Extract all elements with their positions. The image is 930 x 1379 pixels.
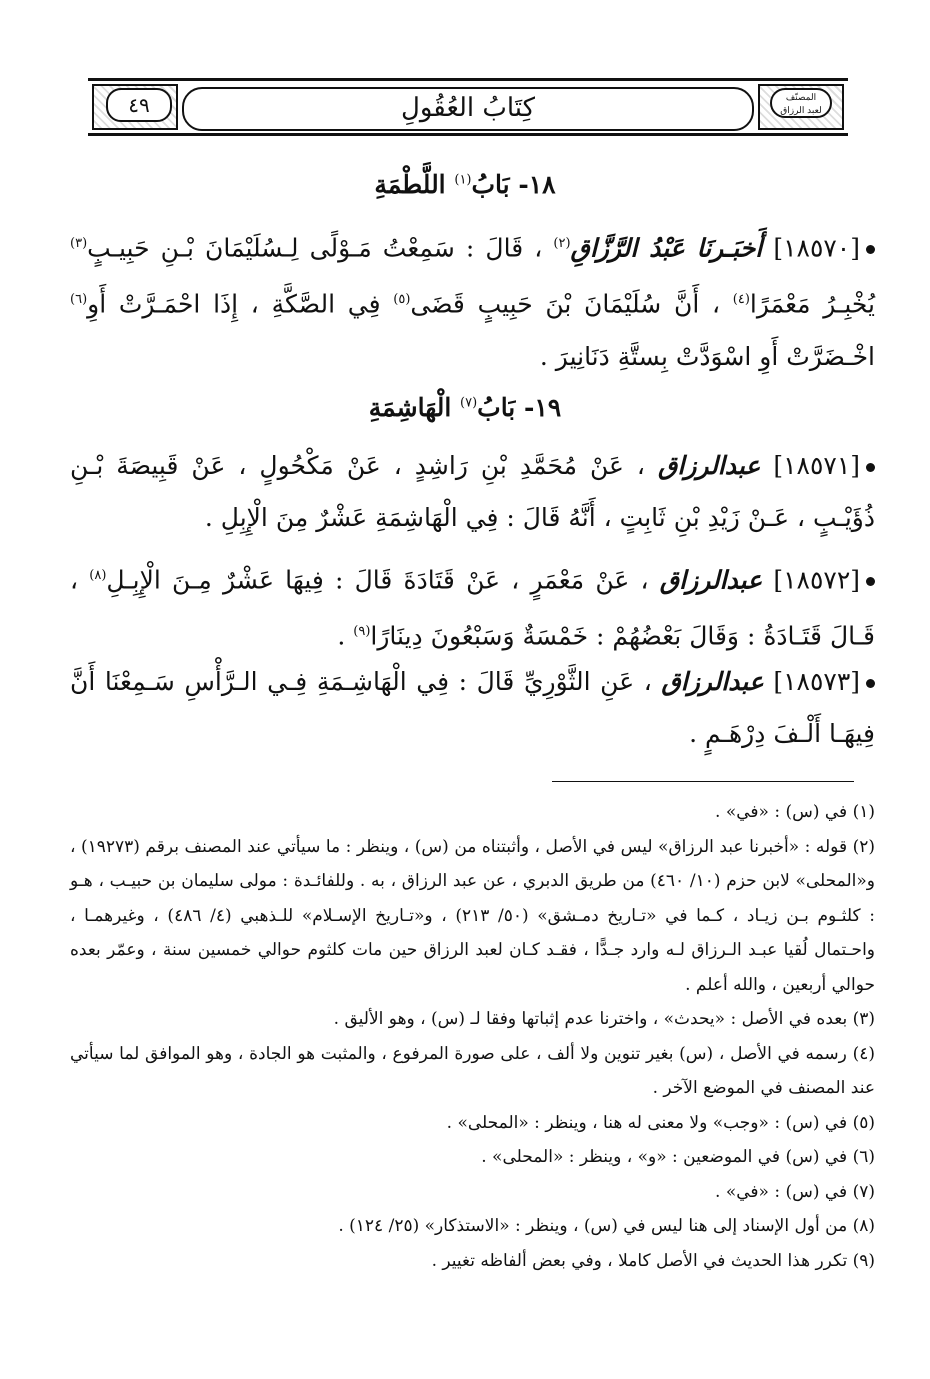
header-top-rule [88,78,848,81]
footnote-ref: (٨) [89,568,107,583]
footnote: (٢) قوله : «أخبرنا عبد الرزاق» ليس في الأصل ، وأثبتناه من (س) ، وينظر : ما سيأتي عند المصنف برقم (١٩٢٧٣) ، و«المحلى» لابن حزم (١٠/ ٤٦٠) من طريق الدبري ، عن عبد الرزاق ، به . وللفائـدة : مولى سليمان بن حبيـب ، هـو : كلثـوم بـن زيـاد ، كـما في «تـاريخ دمـشق» (٥٠/ ٢١٣) ، و«تـاريخ الإسـلام» للـذهبي (٤/ ٤٨٦) ، وغيرهمـا ، واحـتمال لُقيا عبـد الـرزاق لـه وارد جـدًّا ، فقـد كـان لعبد الرزاق حين مات كلثوم حوالي خمسين سنة ، وعمّر بعده حوالي أربعين ، والله أعلم . [70,836,875,995]
footnote-ref: (٩) [353,624,371,640]
footnote-ref: (١) [454,172,472,188]
hadith-number: [١٨٥٧٠] [773,233,860,263]
hadith-text: أَخبَـرنَا عَبْدُ الرَّزَّاقِ [570,233,763,263]
hadith-18572 [70,550,875,663]
footnote: (٦) في (س) في الموضعين : «و» ، وينظر : «المحلى» . [481,1147,875,1167]
footnote-ref: (٤) [732,292,750,308]
footnote-ref: (٣) [70,236,88,251]
footnote: (٨) من أول الإسناد إلى هنا ليس في (س) ، وينظر : «الاستذكار» (٢٥/ ١٢٤) . [338,1216,875,1236]
footnote: (٥) في (س) : «وجب» ولا معنى له هنا ، وينظر : «المحلى» . [446,1112,875,1133]
footnote: (٣) بعده في الأصل : «يحدث» ، واخترنا عدم إثباتها وفقا لـ (س) ، وهو الأليق . [333,1009,875,1029]
footnote: (٧) في (س) : «في» . [715,1181,875,1202]
bullet-icon [866,679,875,688]
hadith-text: ، أَنَّ سُلَيْمَانَ بْنَ حَبِيبٍ قَضَى [410,289,721,319]
footnote: (٩) تكرر هذا الحديث في الأصل كاملا ، وفي بعض ألفاظه تغيير . [431,1250,875,1271]
logo-line-2: لعبد الرزاق [780,106,822,116]
page-number: ٤٩ [106,88,172,122]
hadith-text: ، قَـالَ قَتَـادَةُ : وَقَالَ بَعْضُهُمْ : خَمْسَةٌ وَسَبْعُونَ دِينَارًا [70,565,875,651]
hadith-author: عبدالرزاق [661,667,764,696]
heading-label: ١٨- بَابُ [471,170,556,199]
book-title: كِتَابُ العُقُولِ [400,93,536,123]
hadith-text: اخْـضَرَّتْ أَوِ اسْوَدَّتْ بِستَّةِ دَنَانِيرَ . [539,341,875,371]
footnote-separator [552,781,854,782]
footnote-ref: (٢) [553,236,571,251]
hadith-text: ، عَنْ مُحَمَّدِ بْنِ رَاشِدٍ ، عَنْ مَكْحُولٍ ، عَنْ قَبِيصَةَ بْـنِ ذُؤَيْـبٍ ، عَـنْ زَيْدِ بْنِ ثَابِتٍ ، أَنَّهُ قَالَ : فِي الْهَاشِمَةِ عَشْرٌ مِنَ الْإِبِلِ . [70,451,875,532]
heading-label: ١٩- بَابُ [477,393,562,422]
heading-word: الْهَاشِمَةِ [368,393,452,422]
header-title-frame [182,87,754,131]
book-logo [770,88,832,118]
bullet-icon [866,245,875,254]
hadith-18571 [70,440,875,544]
heading-word: اللَّطْمَةِ [374,170,446,199]
hadith-18573 [70,656,875,760]
footnote: (٤) رسمه في الأصل ، (س) بغير تنوين ولا ألف ، على صورة المرفوع ، والمثبت هو الجادة ، وهو الموافق لما سيأتي عند المصنف في الموضع الآخر . [70,1043,875,1098]
hadith-number: [١٨٥٧١] [773,451,861,480]
chapter-heading-18 [0,170,930,199]
footnote: (١) في (س) : «في» . [715,802,875,822]
hadith-number: [١٨٥٧٣] [773,667,861,696]
hadith-text: . [337,621,346,651]
hadith-author: عبدالرزاق [659,565,763,595]
bullet-icon [866,463,875,472]
hadith-number: [١٨٥٧٢] [773,565,861,595]
hadith-author: عبدالرزاق [657,451,761,480]
footnotes [70,795,875,1278]
hadith-text: ، عَنْ مَعْمَرٍ ، عَنْ قَتَادَةَ قَالَ : فِيهَا عَشْرٌ مِـنَ الْإِبِـلِ [106,565,649,595]
hadith-text: فِي الصَّكَّةِ ، إِذَا احْمَـرَّتْ أَوِ [87,289,381,319]
footnote-ref: (٧) [460,395,478,411]
hadith-18570 [70,218,875,383]
chapter-heading-19 [0,393,930,422]
footnote-ref: (٥) [393,292,411,308]
header-bottom-rule [88,133,848,136]
footnote-ref: (٦) [70,292,88,308]
hadith-text: يُخْبِـرُ مَعْمَرًا [749,289,876,319]
page-header [88,78,848,136]
hadith-text: ، قَالَ : سَمِعْتُ مَـوْلًى لِـسُلَيْمَانَ بْـنِ حَبِيـبٍ [87,233,543,263]
bullet-icon [866,577,875,586]
logo-line-1: المصنّف [785,93,817,103]
hadith-text: ، عَنِ الثَّوْرِيِّ قَالَ : فِي الْهَاشِـمَةِ فِـي الـرَّأْسِ سَـمِعْنَا أَنَّ فِيهَـا أَلْـفَ دِرْهَـمٍ . [70,667,875,748]
